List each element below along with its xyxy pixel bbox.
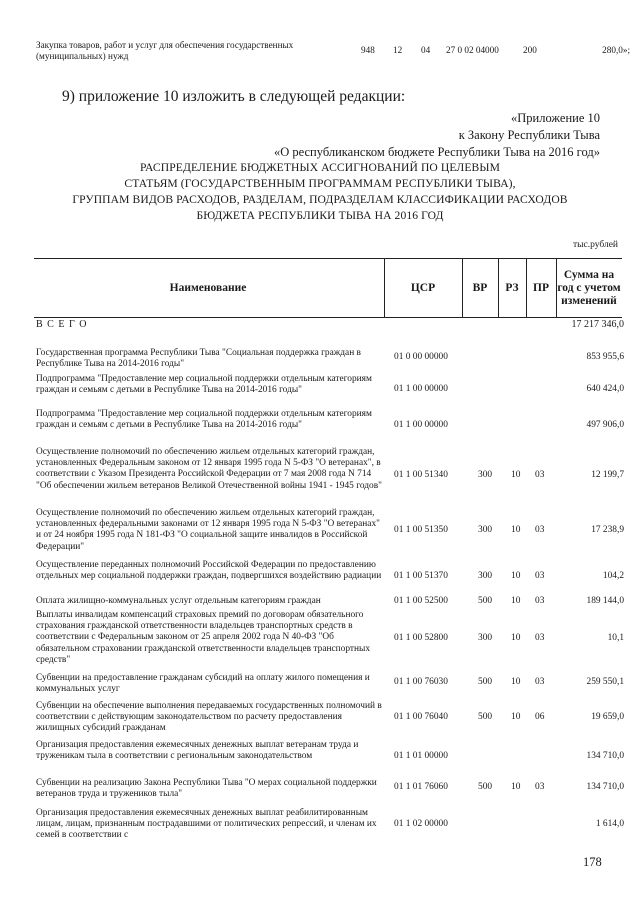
row-pr: 03: [535, 596, 545, 606]
row-amount: 12 199,7: [591, 470, 624, 480]
row-csr: 01 1 01 00000: [394, 751, 448, 761]
total-row: [36, 319, 624, 330]
document-title-line-2: СТАТЬЯМ (ГОСУДАРСТВЕННЫМ ПРОГРАММАМ РЕСПУБЛИКИ ТЫВА),: [124, 177, 516, 190]
row-vr: 500: [478, 782, 493, 792]
total-label: В С Е Г О: [36, 319, 88, 330]
row-pr: 03: [535, 470, 545, 480]
row-name: Государственная программа Республики Тыва "Социальная поддержка граждан в Республике Тыва на 2014-2016 годы": [36, 348, 361, 370]
row-name: Субвенции на предоставление гражданам субсидий на оплату жилого помещения и коммунальных услуг: [36, 673, 370, 695]
row-csr: 01 1 00 76030: [394, 677, 448, 687]
row-vr: 500: [478, 677, 493, 687]
row-rz: 10: [511, 677, 521, 687]
row-amount: 10,1: [607, 633, 624, 643]
row-csr: 01 1 00 51350: [394, 525, 448, 535]
document-title-line-4: БЮДЖЕТА РЕСПУБЛИКИ ТЫВА НА 2016 ГОД: [196, 209, 444, 222]
row-name: Субвенции на обеспечение выполнения передаваемых государственных полномочий в соответствии с действующим законодательством по расчету предоставления жилищных субсидий гражданам: [36, 701, 382, 734]
document-title-line-1: РАСПРЕДЕЛЕНИЕ БЮДЖЕТНЫХ АССИГНОВАНИЙ ПО ЦЕЛЕВЫМ: [139, 161, 501, 174]
row-name: Подпрограмма "Предоставление мер социальной поддержки отдельным категориям граждан и семьям с детьми в Республике Тыва на 2014-2016 годы": [36, 409, 372, 431]
previous-row-kvsr: 948: [361, 45, 375, 55]
section-heading: 9) приложение 10 изложить в следующей редакции:: [62, 88, 406, 105]
row-amount: 1 614,0: [595, 819, 624, 829]
row-vr: 300: [478, 633, 493, 643]
row-csr: 01 1 00 00000: [394, 384, 448, 394]
previous-row-vr: 200: [523, 45, 537, 55]
row-amount: 134 710,0: [586, 751, 624, 761]
previous-row-csr: 27 0 02 04000: [446, 45, 499, 55]
row-rz: 10: [511, 470, 521, 480]
row-vr: 500: [478, 596, 493, 606]
row-amount: 189 144,0: [586, 596, 624, 606]
row-amount: 17 238,9: [591, 525, 624, 535]
row-name: Осуществление полномочий по обеспечению жильем отдельных категорий граждан, установленных федеральными законами от 12 января 1995 года N 5-ФЗ "О ветеранах" и от 24 ноября 1995 года N 181-ФЗ "О социальной защите инвалидов в Российской Федерации": [36, 508, 380, 552]
header-csr: ЦСР: [410, 281, 436, 294]
row-amount: 853 955,6: [586, 352, 624, 362]
header-rz: РЗ: [505, 281, 519, 294]
row-rz: 10: [511, 596, 521, 606]
header-vr: ВР: [472, 281, 488, 294]
appendix-line-3: «О республиканском бюджете Республики Тыва на 2016 год»: [273, 145, 600, 159]
page-number: 178: [583, 855, 602, 869]
row-vr: 300: [478, 571, 493, 581]
row-csr: 01 1 00 51370: [394, 571, 448, 581]
previous-row-pr: 04: [421, 45, 431, 55]
row-amount: 259 550,1: [586, 677, 624, 687]
row-amount: 104,2: [602, 571, 624, 581]
total-amount: 17 217 346,0: [571, 319, 624, 330]
appendix-line-2: к Закону Республики Тыва: [458, 128, 600, 142]
row-csr: 01 0 00 00000: [394, 352, 448, 362]
row-vr: 300: [478, 470, 493, 480]
row-name: Осуществление переданных полномочий Российской Федерации по предоставлению отдельных мер социальной поддержки граждан, подвергшихся воздействию радиации: [36, 560, 382, 582]
row-pr: 03: [535, 571, 545, 581]
row-rz: 10: [511, 525, 521, 535]
row-pr: 06: [535, 712, 545, 722]
row-vr: 300: [478, 525, 493, 535]
row-rz: 10: [511, 782, 521, 792]
appendix-line-1: «Приложение 10: [511, 111, 600, 125]
row-name: Организация предоставления ежемесячных денежных выплат реабилитированным лицам, лицам, признанным пострадавшими от политических репрессий, и членам их семей в соответствии с: [36, 808, 377, 841]
header-name: Наименование: [169, 281, 247, 294]
previous-row-rz: 12: [393, 45, 403, 55]
document-title-line-3: ГРУППАМ ВИДОВ РАСХОДОВ, РАЗДЕЛАМ, ПОДРАЗДЕЛАМ КЛАССИФИКАЦИИ РАСХОДОВ: [72, 193, 568, 206]
row-name: Выплаты инвалидам компенсаций страховых премий по договорам обязательного страхования гражданской ответственности владельцев транспортных средств в соответствии с Федеральным законом от 25 апреля 2002 года N 40-ФЗ "Об обязательном страховании гражданской ответственности владельцев транспортных средств": [36, 610, 371, 665]
row-rz: 10: [511, 571, 521, 581]
row-name: Оплата жилищно-коммунальных услуг отдельным категориям граждан: [36, 596, 321, 606]
row-name: Осуществление полномочий по обеспечению жильем отдельных категорий граждан, установленных Федеральным законом от 12 января 1995 года N 5-ФЗ "О ветеранах", в соответствии с Указом Президента Российской Федерации от 7 мая 2008 года N 714 "Об обеспечении жильем ветеранов Великой Отечественной войны 1941 - 1945 годов": [36, 447, 382, 491]
row-csr: 01 1 01 76060: [394, 782, 448, 792]
previous-row-amount: 280,0»;: [602, 45, 630, 55]
row-pr: 03: [535, 782, 545, 792]
row-pr: 03: [535, 633, 545, 643]
row-csr: 01 1 00 52500: [394, 596, 448, 606]
row-csr: 01 1 00 52800: [394, 633, 448, 643]
row-csr: 01 1 00 76040: [394, 712, 448, 722]
row-csr: 01 1 00 51340: [394, 470, 448, 480]
table-header: [34, 258, 622, 318]
row-csr: 01 1 00 00000: [394, 420, 448, 430]
row-amount: 134 710,0: [586, 782, 624, 792]
row-name: Организация предоставления ежемесячных денежных выплат ветеранам труда и труженикам тыла в соответствии с региональным законодательством: [36, 740, 359, 762]
row-amount: 497 906,0: [586, 420, 624, 430]
row-pr: 03: [535, 677, 545, 687]
previous-table-row: [36, 40, 636, 70]
row-rz: 10: [511, 712, 521, 722]
row-name: Субвенции на реализацию Закона Республики Тыва "О мерах социальной поддержки ветеранов труда и тружеников тыла": [36, 778, 377, 800]
units-label: тыс.рублей: [572, 240, 618, 250]
row-amount: 19 659,0: [591, 712, 624, 722]
header-amount: Сумма на год с учетом изменений: [557, 268, 621, 307]
row-csr: 01 1 02 00000: [394, 819, 448, 829]
header-pr: ПР: [533, 281, 549, 294]
row-pr: 03: [535, 525, 545, 535]
previous-row-name: Закупка товаров, работ и услуг для обеспечения государственных (муниципальных) нужд: [36, 40, 294, 61]
row-rz: 10: [511, 633, 521, 643]
row-amount: 640 424,0: [586, 384, 624, 394]
row-name: Подпрограмма "Предоставление мер социальной поддержки отдельным категориям граждан и семьям с детьми в Республике Тыва на 2014-2016 годы": [36, 374, 372, 396]
row-vr: 500: [478, 712, 493, 722]
